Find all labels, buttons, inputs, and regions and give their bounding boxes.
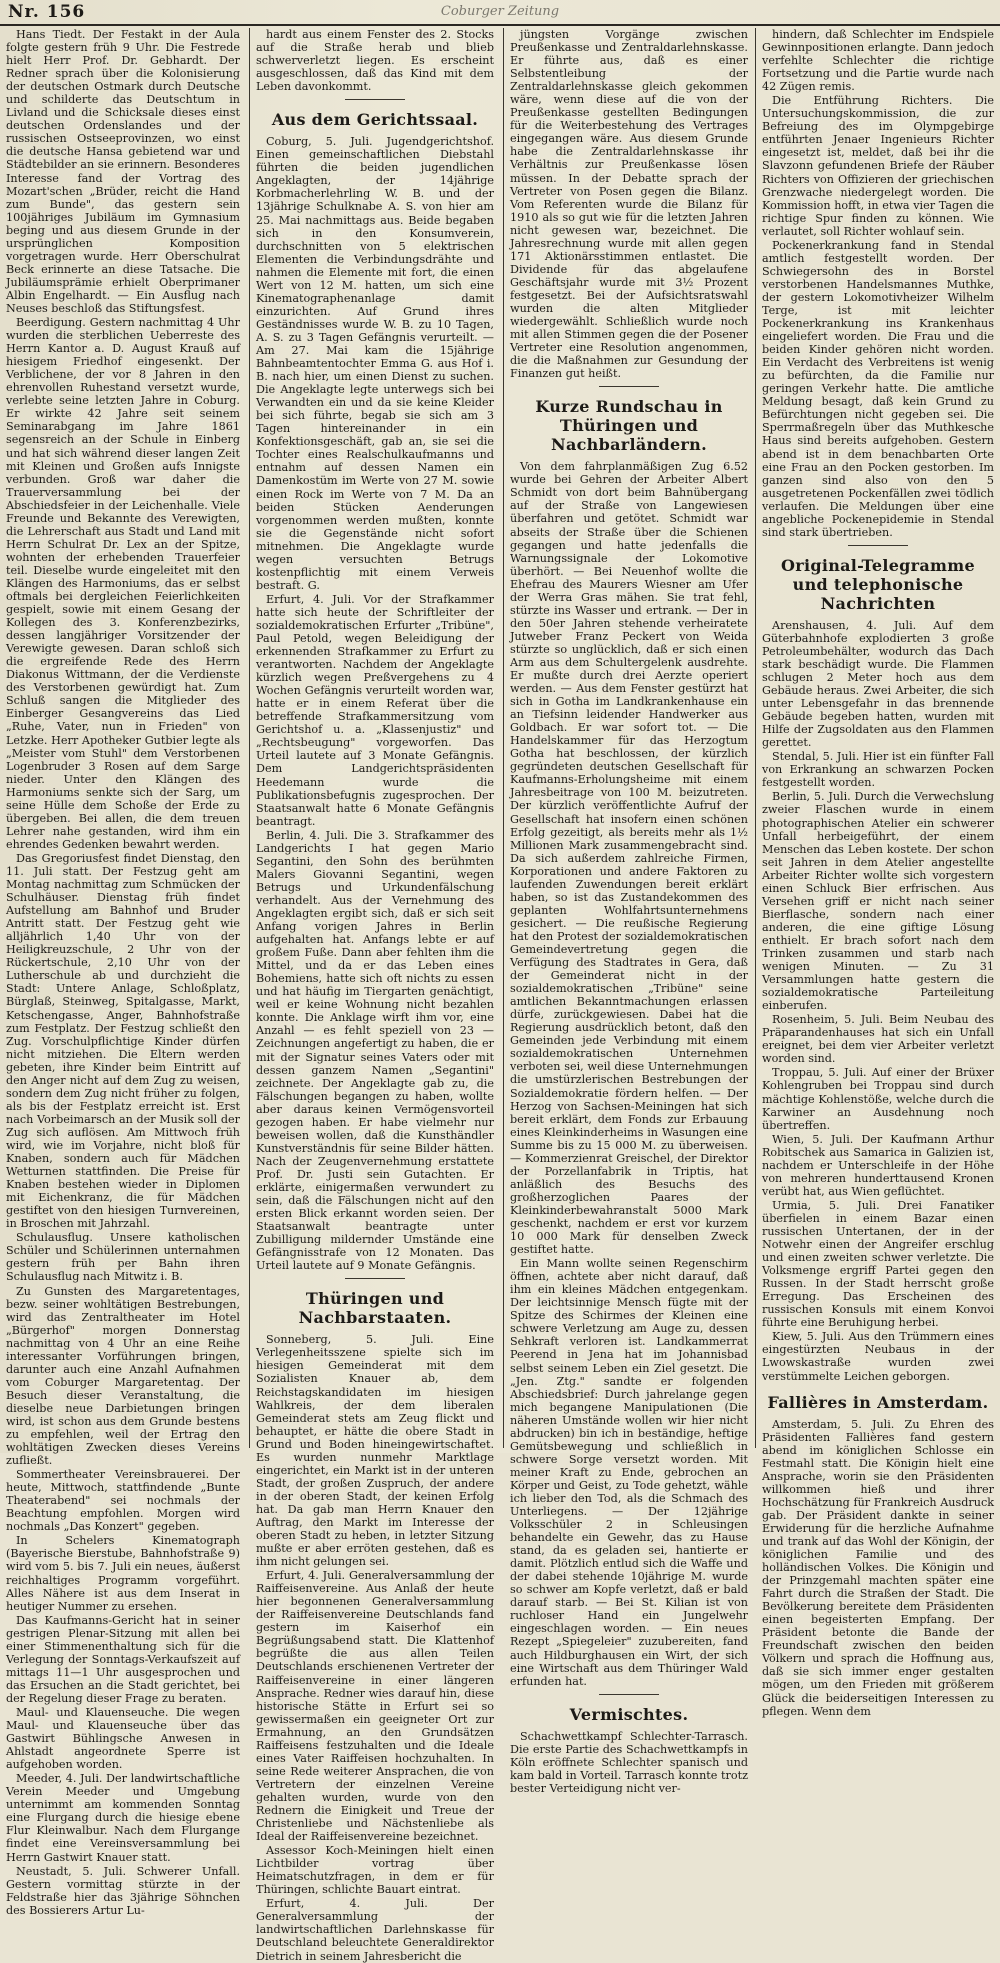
article-paragraph: Beerdigung. Gestern nachmittag 4 Uhr wurden die sterblichen Ueberreste des Herrn Kantor a. D. August Krauß auf hiesigem Friedhof eingesenkt. Der Verblichene, der vor 8 Jahren in den ehrenvollen Ruhestand versetzt wurde, verlebte seine letzten Jahre in Coburg. Er wirkte 42 Jahre seit seinem Seminarabgang im Jahre 1861 segensreich an der Schule in Einberg und hat sich während dieser langen Zeit mit Kleinen und Großen aufs Innigste verbunden. Groß war daher die Trauerversammlung bei der Abschiedsfeier in der Leichenhalle. Viele Freunde und Bekannte des Verewigten, die Lehrerschaft aus Stadt und Land mit Herrn Schulrat Dr. Lex an der Spitze, wohnten der erhebenden Trauerfeier teil. Dieselbe wurde eingeleitet mit den Klängen des Harmoniums, das er selbst oftmals bei dergleichen Feierlichkeiten gespielt, sowie mit einem Gesang der Kollegen des 3. Konferenzbezirks, dessen langjähriger Vorsitzender der Verewigte gewesen. Daran schloß sich die ergreifende Rede des Herrn Diakonus Wittmann, der die Verdienste des Verstorbenen gewürdigt hat. Zum Schluß sangen die Mitglieder des Einberger Gesangvereins das Lied „Ruhe, Vater, nun in Frieden" von Letzke. Herr Apotheker Gutbier legte als „Meister vom Stuhl" dem Verstorbenen Logenbruder 3 Rosen auf dem Sarge nieder. Unter den Klängen des Harmoniums senkte sich der Sarg, um seine Hülle dem Schoße der Erde zu übergeben. Bei allen, die dem treuen Lehrer nahe gestanden, wird ihm ein ehrendes Gedenken bewahrt werden. [6, 316, 240, 851]
section-heading-telegrams: Original-Telegramme und telephonische Nachrichten [780, 555, 975, 613]
article-paragraph: Maul- und Klauenseuche. Die wegen Maul- und Klauenseuche über das Gastwirt Bühlingsche Anwesen in Ahlstadt angeordnete Sperre ist aufgehoben worden. [6, 1706, 240, 1772]
column-4 [762, 28, 994, 1718]
article-paragraph: jüngsten Vorgänge zwischen Preußenkasse und Zentraldarlehnskasse. Er führte aus, daß es einer Selbstentleibung der Zentraldarlehnskasse gleich gekommen wäre, wenn diese auf die von der Preußenkasse gestellten Bedingungen für die Weiterbestehung des Vertrages eingegangen wäre. Aus diesem Grunde habe die Zentraldarlehnskasse ihr Verhältnis zur Preußenkasse lösen müssen. In der Debatte sprach der Vertreter von Posen gegen die Bilanz. Vom Referenten wurde die Bilanz für 1910 als so gut wie für die letzten Jahren nicht gewesen war, bezeichnet. Die Jahresrechnung wurde mit allen gegen 171 Aktionärsstimmen entlastet. Die Dividende für das abgelaufene Geschäftsjahr wurde mit 3½ Prozent festgesetzt. Bei der Aufsichtsratswahl wurden die alten Mitglieder wiedergewählt. Schließlich wurde noch mit allen Stimmen gegen die der Posener Vertreter eine Resolution angenommen, die die Maßnahmen zur Gesundung der Finanzen gut heißt. [510, 28, 748, 381]
article-paragraph: Die Entführung Richters. Die Untersuchungskommission, die zur Befreiung des im Olympgebirge entführten Jenaer Ingenieurs Richter eingesetzt ist, meldet, daß bei ihr die Slavzonn gefundenen Briefe der Räuber Richters von Offizieren der griechischen Grenzwache niedergelegt worden. Die Kommission hofft, in etwa vier Tagen die richtige Spur finden zu können. Wie verlautet, soll Richter wohlauf sein. [762, 94, 994, 238]
article-paragraph: Urmia, 5. Juli. Drei Fanatiker überfielen in einem Bazar einen russischen Untertanen, der in der Notwehr einen der Angreifer erschlug und einen zweiten schwer verletzte. Die Volksmenge ergriff Partei gegen den Russen. In der Stadt herrscht große Erregung. Das Erscheinen des russischen Konsuls mit einem Konvoi führte eine Beruhigung herbei. [762, 1198, 994, 1330]
article-paragraph: Arenshausen, 4. Juli. Auf dem Güterbahnhofe explodierten 3 große Petroleumbehälter, wodurch das Dach stark beschädigt wurde. Die Flammen schlugen 2 Meter hoch aus dem Gebäude heraus. Zwei Arbeiter, die sich unter Lebensgefahr in das brennende Gebäude begeben hatten, wurden mit Hilfe der Zugsoldaten aus den Flammen gerettet. [762, 618, 994, 750]
article-paragraph: Sonneberg, 5. Juli. Eine Verlegenheitsszene spielte sich im hiesigen Gemeinderat mit dem Sozialisten Knauer ab, dem Reichstagskandidaten im hiesigen Wahlkreis, der dem liberalen Gemeinderat stets am Zeug flickt und behauptet, er hätte die obere Stadt in Grund und Boden hineingewirtschaftet. Es wurden nunmehr Marktlage eingerichtet, ein Markt ist in der unteren Stadt, der großen Zuspruch, der andere in der oberen Stadt, der keinen Erfolg hat. Da gab man Herrn Knauer den Auftrag, den Markt im Interesse der oberen Stadt zu heben, in letzter Sitzung mußte er aber erröten gestehen, daß es ihm nicht gelungen sei. [256, 1333, 494, 1569]
masthead-title: Coburger Zeitung [440, 4, 560, 19]
article-paragraph: Troppau, 5. Juli. Auf einer der Brüxer Kohlengruben bei Troppau sind durch mächtige Kohlenstöße, welche durch die Karwiner an Ausdehnung noch übertreffen. [762, 1066, 994, 1132]
article-paragraph: Schachwettkampf Schlechter-Tarrasch. Die erste Partie des Schachwettkampfs in Köln eröffnete Schlechter spanisch und kam bald in Vorteil. Tarrasch konnte trotz bester Verteidigung nicht ver- [510, 1729, 748, 1795]
article-paragraph: Wien, 5. Juli. Der Kaufmann Arthur Robitschek aus Samarica in Galizien ist, nachdem er Unterschleife in der Höhe von mehreren hunderttausend Kronen verübt hat, aus Wien geflüchtet. [762, 1132, 994, 1198]
article-paragraph: Zu Gunsten des Margaretentages, bezw. seiner wohltätigen Bestrebungen, wird das Zentraltheater im Hotel „Bürgerhof" morgen Donnerstag nachmittag von 4 Uhr an eine Reihe interessanter Vorführungen bringen, darunter auch eine Anzahl Aufnahmen vom Coburger Margaretentag. Der Besuch dieser Veranstaltung, die dieselbe neue Darbietungen bringen wird, ist schon aus dem Grunde bestens zu empfehlen, weil der Ertrag den wohltätigen Zwecken dieses Vereins zufließt. [6, 1284, 240, 1468]
column-1 [6, 28, 240, 1917]
column-3 [510, 28, 748, 1795]
column-2 [256, 28, 494, 1963]
article-paragraph: Von dem fahrplanmäßigen Zug 6.52 wurde bei Gehren der Arbeiter Albert Schmidt von dort beim Bahnübergang auf der Straße von Langewiesen überfahren und getötet. Schmidt war abseits der Straße über die Schienen gegangen und hatte jedenfalls die Warnungssignale der Lokomotive überhört. — Bei Neuenhof wollte die Ehefrau des Maurers Wiesner am Ufer der Werra Gras mähen. Sie trat fehl, stürzte ins Wasser und ertrank. — Der in den 50er Jahren stehende verheiratete Jutweber Franz Peckert von Weida stürzte so unglücklich, daß er sich einen Arm aus dem Schultergelenk ausdrehte. Er mußte durch drei Aerzte operiert werden. — Aus dem Fenster gestürzt hat sich in Gotha im Landkrankenhause ein an Tiefsinn leidender Handwerker aus Goldbach. Er war sofort tot. — Die Handelskammer für das Herzogtum Gotha hat beschlossen, der kürzlich gegründeten deutschen Gesellschaft für Kaufmanns-Erholungsheime mit einem Jahresbeitrage von 100 M. beizutreten. Der kürzlich veröffentlichte Aufruf der Gesellschaft hat insofern einen schönen Erfolg gezeitigt, als bereits mehr als 1½ Millionen Mark zusammengebracht sind. Da sich außerdem zahlreiche Firmen, Korporationen und andere Faktoren zu laufenden Zuwendungen bereit erklärt haben, so ist das Zustandekommen des geplanten Wohlfahrtsunternehmens gesichert. — Die reußische Regierung hat den Protest der sozialdemokratischen Gemeindevertretung gegen die Verfügung des Stadtrates in Gera, daß der Gemeinderat nicht in der sozialdemokratischen „Tribüne" seine amtlichen Bekanntmachungen erlassen dürfe, zurückgewiesen. Dabei hat die Regierung ausdrücklich betont, daß den Gemeinden jede Verbindung mit einem sozialdemokratischen Unternehmen verboten sei, weil diese Unternehmungen die umstürzlerischen Bestrebungen der Sozialdemokratie fördern helfen. — Der Herzog von Sachsen-Meiningen hat sich bereit erklärt, dem Fonds zur Erbauung eines Kleinkinderheims in Wasungen eine Summe bis zu 15 000 M. zu überweisen. — Kommerzienrat Greischel, der Direktor der Porzellanfabrik in Triptis, hat anläßlich des Besuchs des großherzoglichen Paares der Kleinkinderbewahranstalt 5000 Mark geschenkt, nachdem er erst vor kurzem 10 000 Mark für denselben Zweck gestiftet hatte. [510, 460, 748, 1257]
article-paragraph: Erfurt, 4. Juli. Vor der Strafkammer hatte sich heute der Schriftleiter der sozialdemokratischen Erfurter „Tribüne", Paul Petold, wegen Beleidigung der erkennenden Strafkammer zu Erfurt zu verantworten. Nachdem der Angeklagte kürzlich wegen Preßvergehens zu 4 Wochen Gefängnis verurteilt worden war, hatte er in einem Referat über die betreffende Strafkammersitzung vom Gerichtshof u. a. „Klassenjustiz" und „Rechtsbeugung" vorgeworfen. Das Urteil lautete auf 3 Monate Gefängnis. Dem Landgerichtspräsidenten Heedemann wurde die Publikationsbefugnis zugesprochen. Der Staatsanwalt hatte 6 Monate Gefängnis beantragt. [256, 592, 494, 828]
article-paragraph: Coburg, 5. Juli. Jugendgerichtshof. Einen gemeinschaftlichen Diebstahl führten die beiden jugendlichen Angeklagten, der 14jährige Korbmacherlehrling W. B. und der 13jährige Schulknabe A. S. von hier am 25. Mai nachmittags aus. Beide begaben sich in den Konsumverein, durchschnitten von 5 elektrischen Elementen die Verbindungsdrähte und nahmen die Elemente mit fort, die einen Wert von 12 M. hatten, um sich eine Kinematographenanlage damit einzurichten. Auf Grund ihres Geständnisses wurde W. B. zu 10 Tagen, A. S. zu 3 Tagen Gefängnis verurteilt. — Am 27. Mai kam die 15jährige Bahnbeamtentochter Emma G. aus Hof i. B. nach hier, um einen Dienst zu suchen. Die Angeklagte legte unterwegs sich bei Verwandten ein und da sie keine Kleider bei sich führte, begab sie sich am 3 Tagen hintereinander in ein Konfektionsgeschäft, gab an, sie sei die Tochter eines Realschulkaufmanns und entnahm auf dessen Namen ein Damenkostüm im Werte von 27 M. sowie einen Rock im Werte von 7 M. Da an beiden Stücken Aenderungen vorgenommen werden mußten, konnte sie die Gegenstände nicht sofort mitnehmen. Die Angeklagte wurde wegen versuchten Betrugs kostenpflichtig mit einem Verweis bestraft. G. [256, 135, 494, 592]
article-paragraph: Rosenheim, 5. Juli. Beim Neubau des Präparandenhauses hat sich ein Unfall ereignet, bei dem vier Arbeiter verletzt worden sind. [762, 1013, 994, 1066]
article-paragraph: Berlin, 4. Juli. Die 3. Strafkammer des Landgerichts I hat gegen Mario Segantini, den Sohn des berühmten Malers Giovanni Segantini, wegen Betrugs und Urkundenfälschung verhandelt. Aus der Vernehmung des Angeklagten ergibt sich, daß er sich seit Anfang vorigen Jahres in Berlin aufgehalten hat. Anfangs lebte er auf großem Fuße. Dann aber fehlten ihm die Mittel, und da er das Leben eines Bohemiens, hatte sich oft nichts zu essen und hat häufig im Tiergarten genächtigt, weil er keine Wohnung nicht bezahlen konnte. Die Anklage wirft ihm vor, eine Anzahl — es fehlt speziell von 23 — Zeichnungen angefertigt zu haben, die er mit der Signatur seines Vaters oder mit dessen ganzem Namen „Segantini" zeichnete. Der Angeklagte gab zu, die Fälschungen begangen zu haben, wollte aber daraus keinen Vermögensvorteil gezogen haben. Er habe vielmehr nur beweisen wollen, daß die Kunsthändler Kunstverständnis für seine Bilder hätten. Nach der Zeugenvernehmung erstattete Prof. Dr. Justi sein Gutachten. Er erklärte, einigermaßen verwundert zu sein, daß die Fälschungen nicht auf den ersten Blick erkannt worden seien. Der Staatsanwalt beantragte unter Zubilligung mildernder Umstände eine Gefängnisstrafe von 12 Monaten. Das Urteil lautete auf 9 Monate Gefängnis. [256, 828, 494, 1273]
section-heading-rundschau: Kurze Rundschau in Thüringen und Nachbarländern. [535, 397, 723, 455]
article-paragraph: Assessor Koch-Meiningen hielt einen Lichtbilder vortrag über Heimatschutzfragen, in dem er für Thüringen, schlichte Bauart eintrat. [256, 1844, 494, 1897]
article-paragraph: Meeder, 4. Juli. Der landwirtschaftliche Verein Meeder und Umgebung unternimmt am kommenden Sonntag eine Flurgang durch die hiesige ebene Flur Kleinwalbur. Nach dem Flurgange findet eine Vereinsversammlung bei Herrn Gastwirt Knauer statt. [6, 1772, 240, 1864]
issue-number: Nr. 156 [8, 2, 86, 22]
article-paragraph: Das Kaufmanns-Gericht hat in seiner gestrigen Plenar-Sitzung mit allen bei einer Stimmenenthaltung sich für die Verlegung der Sonntags-Verkaufszeit auf mittags 11—1 Uhr ausgesprochen und das Ersuchen an die Stadt gerichtet, bei der Regelung dieser Frage zu beraten. [6, 1613, 240, 1705]
section-divider [345, 99, 405, 100]
article-paragraph: Stendal, 5. Juli. Hier ist ein fünfter Fall von Erkrankung an schwarzen Pocken festgestellt worden. [762, 750, 994, 790]
columns [6, 28, 994, 1963]
article-paragraph: Kiew, 5. Juli. Aus den Trümmern eines eingestürzten Neubaus in der Lwowskastraße wurden zwei verstümmelte Leichen geborgen. [762, 1330, 994, 1383]
section-divider [599, 1694, 659, 1695]
section-divider [599, 386, 659, 387]
article-paragraph: In Schelers Kinematograph (Bayerische Bierstube, Bahnhofstraße 9) wird vom 5. bis 7. Juli ein neues, äußerst reichhaltiges Programm vorgeführt. Alles Nähere ist aus dem Inserat in heutiger Nummer zu ersehen. [6, 1534, 240, 1613]
article-paragraph: hindern, daß Schlechter im Endspiele Gewinnpositionen erlangte. Dann jedoch verfehlte Schlechter die richtige Fortsetzung und die Partie wurde nach 42 Zügen remis. [762, 28, 994, 94]
article-paragraph: Hans Tiedt. Der Festakt in der Aula folgte gestern früh 9 Uhr. Die Festrede hielt Herr Prof. Dr. Gebhardt. Der Redner sprach über die Kolonisierung der deutschen Ostmark durch Deutsche und schilderte das Deutschtum in Livland und die Schicksale dieses einst deutschen Ordenslandes und der russischen Ostseeprovinzen, wo einst die deutsche Hansa gebietend war und Städtebilder an sie erinnern. Besonderes Interesse fand der Vortrag des Mozart'schen „Brüder, reicht die Hand zum Bunde", das gestern sein 100jähriges Jubiläum im Gymnasium beging und aus diesem Grunde in der ursprünglichen Komposition vorgetragen wurde. Herr Oberschulrat Beck erinnerte an diese Tatsache. Die Jubiläumsprämie erhielt Oberprimaner Albin Engelhardt. — Ein Ausflug nach Neuses beschloß das Stiftungsfest. [6, 28, 240, 315]
column-rule [503, 28, 504, 1448]
article-paragraph: Berlin, 5. Juli. Durch die Verwechslung zweier Flaschen wurde in einem photographischen Atelier ein schwerer Unfall herbeigeführt, der einem Menschen das Leben kostete. Der schon seit Jahren in dem Atelier angestellte Arbeiter Richter wollte sich vorgestern einen Schluck Bier erfrischen. Aus Versehen griff er nicht nach seiner Bierflasche, sondern nach einer anderen, die eine giftige Lösung enthielt. Er brach sofort nach dem Trinken zusammen und starb nach wenigen Minuten. — Zu 31 Versammlungen hatte gestern die sozialdemokratische Parteileitung einberufen. [762, 790, 994, 1013]
article-paragraph: Pockenerkrankung fand in Stendal amtlich festgestellt worden. Der Schwiegersohn des in Borstel verstorbenen Handelsmannes Muthke, der gestern Lokomotivheizer Wilhelm Terge, ist mit leichter Pockenerkrankung ins Krankenhaus eingeliefert worden. Die Frau und die beiden Kinder gehören nicht worden. Ein Verdacht des Verbreitens ist wenig zu befürchten, da die Familie nur geringen Verkehr hatte. Die amtliche Meldung besagt, daß kein Grund zu Befürchtungen nicht gegeben sei. Die Sperrmaßregeln über das Muthkesche Haus sind bereits aufgehoben. Gestern abend ist in dem benachbarten Orte eine Frau an den Pocken gestorben. Im ganzen sind also von den 5 ausgetretenen Pockenfällen zwei tödlich verlaufen. Die Meldungen über eine angebliche Pockenepidemie in Stendal sind stark übertrieben. [762, 238, 994, 539]
column-rule [249, 28, 250, 1448]
article-paragraph: Erfurt, 4. Juli. Der Generalversammlung der landwirtschaftlichen Darlehnskasse für Deutschland beleuchtete Generaldirektor Dietrich in seinem Jahresbericht die [256, 1897, 494, 1963]
section-divider [345, 1278, 405, 1279]
article-paragraph: Sommertheater Vereinsbrauerei. Der heute, Mittwoch, stattfindende „Bunte Theaterabend" sei nochmals der Beachtung empfohlen. Morgen wird nochmals „Das Konzert" gegeben. [6, 1468, 240, 1534]
article-paragraph: Schulausflug. Unsere katholischen Schüler und Schülerinnen unternahmen gestern früh per Bahn ihren Schulausflug nach Mitwitz i. B. [6, 1231, 240, 1284]
section-heading-fallieres: Fallières in Amsterdam. [767, 1392, 989, 1412]
column-rule [755, 28, 756, 1448]
page-header [0, 0, 1000, 26]
article-paragraph: hardt aus einem Fenster des 2. Stocks auf die Straße herab und blieb schwerverletzt liegen. Es erscheint ausgeschlossen, daß das Kind mit dem Leben davonkommt. [256, 28, 494, 94]
article-paragraph: Das Gregoriusfest findet Dienstag, den 11. Juli statt. Der Festzug geht am Montag nachmittag zum Schmücken der Schulhäuser. Dienstag früh findet Aufstellung am Bahnhof und Bruder Antritt statt. Der Festzug geht wie alljährlich 1,40 Uhr von der Heiligkreuzschule, 2 Uhr von der Rückertschule, 2,10 Uhr von der Lutherschule ab und durchzieht die Stadt: Untere Anlage, Schloßplatz, Bürglaß, Steinweg, Spitalgasse, Markt, Ketschengasse, Anger, Bahnhofstraße zum Festplatz. Der Festzug schließt den Zug. Vorschulpflichtige Kinder dürfen nicht mitziehen. Die Eltern werden gebeten, ihre Kinder beim Eintritt auf den Anger nicht auf dem Zug zu weisen, sondern dem Zug nicht früher zu folgen, als bis der Festplatz erreicht ist. Erst nach Vorbeimarsch an der Musik soll der Zug sich auflösen. Am Mittwoch früh wird, wie im Vorjahre, nicht bloß für Knaben, sondern auch für Mädchen Wetturnen stattfinden. Die Preise für Knaben bestehen wieder in Diplomen mit Eichenkranz, die für Mädchen gestiftet von den hiesigen Turnvereinen, in Broschen mit Jahrzahl. [6, 851, 240, 1231]
section-heading-misc: Vermischtes. [569, 1704, 689, 1724]
article-paragraph: Erfurt, 4. Juli. Generalversammlung der Raiffeisenvereine. Aus Anlaß der heute hier begonnenen Generalversammlung der Raiffeisenvereine Deutschlands fand gestern im Kaiserhof ein Begrüßungsabend statt. Die Klattenhof begrüßte die aus allen Teilen Deutschlands erschienenen Vertreter der Raiffeisenvereine in einer längeren Ansprache. Redner wies darauf hin, diese historische Stätte in Erfurt sei so gewissermaßen ein geeigneter Ort zur Ermahnung, an den Grundsätzen Raiffeisens festzuhalten und die Ideale eines Vater Raiffeisen hochzuhalten. In seine Rede weiterer Ansprachen, die von Vertretern der einzelnen Vereine gehalten wurden, wurde von den Rednern die Einigkeit und Treue der Christenliebe und Nächstenliebe als Ideal der Raiffeisenvereine bezeichnet. [256, 1569, 494, 1844]
article-paragraph: Ein Mann wollte seinen Regenschirm öffnen, achtete aber nicht darauf, daß ihm ein kleines Mädchen entgegenkam. Der leichtsinnige Mensch fügte mit der Spitze des Schirmes der Kleinen eine schwere Verletzung am Auge zu, dessen Sehkraft verloren ist. Landkammerrat Peerend in Jena hat im Johannisbad selbst seinem Leben ein Ziel gesetzt. Die „Jen. Ztg." sandte er folgenden Abschiedsbrief: Durch jahrelange gegen mich begangene Manipulationen (Die näheren Umstände wollen wir hier nicht abdrucken) bin ich in beständige, heftige Gemütsbewegung und schließlich in schwere Sorge versetzt worden. Mit meiner Kraft zu Ende, gebrochen an Körper und Geist, zu Tode gehetzt, wähle ich lieber den Tod, als die Schmach des Unterliegens. — Der 12jährige Volksschüler 2 in Schleusingen behandelte ein Gewehr, das zu Hause stand, da es geladen sei, hantierte er damit. Plötzlich entlud sich die Waffe und der dabei stehende 10jährige M. wurde so schwer am Kopfe verletzt, daß er bald darauf starb. — Bei St. Kilian ist von ruchloser Hand ein Jungelwehr eingeschlagen worden. — Ein neues Rezept „Spiegeleier" zuzubereiten, fand auch Hildburghausen ein Wirt, der sich eine Wirtschaft aus dem Thüringer Wald erfunden hat. [510, 1257, 748, 1688]
section-heading-thuringia: Thüringen und Nachbarstaaten. [298, 1289, 452, 1328]
article-paragraph: Amsterdam, 5. Juli. Zu Ehren des Präsidenten Fallières fand gestern abend im königlichen Schlosse ein Festmahl statt. Die Königin hielt eine Ansprache, worin sie den Präsidenten willkommen hieß und ihrer Hochschätzung für Frankreich Ausdruck gab. Der Präsident dankte in seiner Erwiderung für die herzliche Aufnahme und trank auf das Wohl der Königin, der königlichen Familie und des holländischen Volkes. Die Königin und der Prinzgemahl machten später eine Fahrt durch die Straßen der Stadt. Die Bevölkerung bereitete dem Präsidenten einen begeisterten Empfang. Der Präsident betonte die Bande der Freundschaft zwischen den beiden Völkern und sprach die Hoffnung aus, daß sie sich immer enger gestalten mögen, um den Frieden mit größerem Glück die beiderseitigen Interessen zu pflegen. Wenn dem [762, 1417, 994, 1718]
section-divider [848, 545, 908, 546]
article-paragraph: Neustadt, 5. Juli. Schwerer Unfall. Gestern vormittag stürzte in der Feldstraße hier das 3jährige Söhnchen des Bossierers Artur Lu- [6, 1864, 240, 1917]
section-heading-court: Aus dem Gerichtssaal. [271, 110, 479, 130]
